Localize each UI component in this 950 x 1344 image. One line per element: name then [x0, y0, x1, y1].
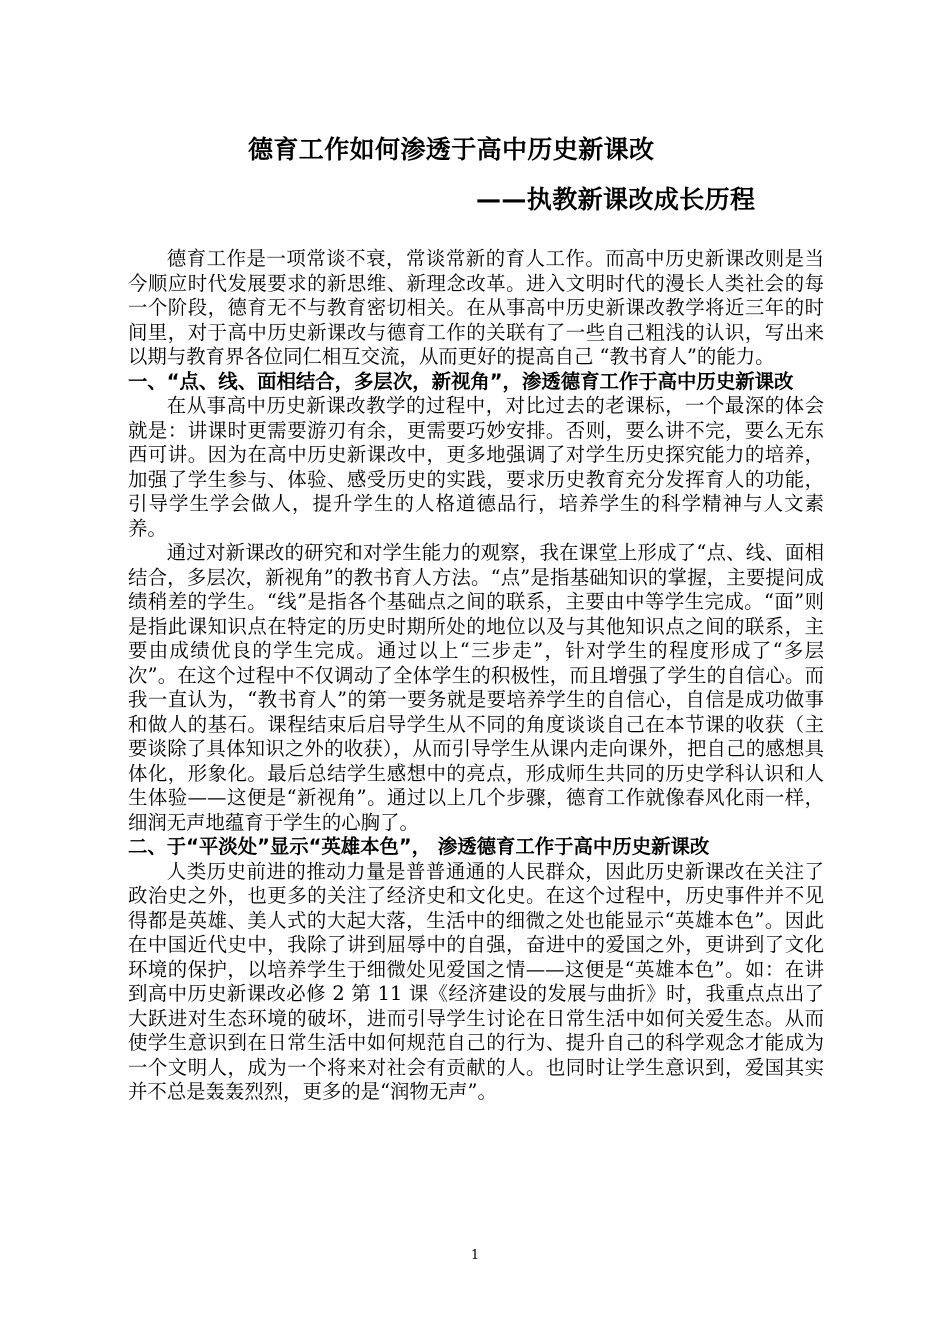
section-1-heading: 一、“点、线、面相结合，多层次，新视角”，渗透德育工作于高中历史新课改 — [128, 369, 794, 393]
intro-paragraph: 德育工作是一项常谈不衰，常谈常新的育人工作。而高中历史新课改则是当今顺应时代发展要求的新思维、新理念改革。进入文明时代的漫长人类社会的每一个阶段，德育无不与教育密切相关。在从事高中历史新课改教学将近三年的时间里，对于高中历史新课改与德育工作的关联有了一些自己粗浅的认识，写出来以期与教育界各位同仁相互交流，从而更好的提高自己 “教书育人”的能力。 — [128, 247, 824, 368]
document-title: 德育工作如何渗透于高中历史新课改 — [248, 135, 655, 164]
document-body — [128, 247, 824, 1105]
section-1-paragraph-2: 通过对新课改的研究和对学生能力的观察，我在课堂上形成了“点、线、面相结合，多层次，新视角”的教书育人方法。“点”是指基础知识的掌握，主要提问成绩稍差的学生。“线”是指各个基础点之间的联系，主要由中等学生完成。“面”则是指此课知识点在特定的历史时期所处的地位以及与其他知识点之间的联系，主要由成绩优良的学生完成。通过以上“三步走”，针对学生的程度形成了“多层次”。在这个过程中不仅调动了全体学生的积极性，而且增强了学生的自信心。而我一直认为，“教书育人”的第一要务就是要培养学生的自信心，自信是成功做事和做人的基石。课程结束后启导学生从不同的角度谈谈自己在本节课的收获（主要谈除了具体知识之外的收获），从而引导学生从课内走向课外，把自己的感想具体化，形象化。最后总结学生感想中的亮点，形成师生共同的历史学科认识和人生体验——这便是“新视角”。通过以上几个步骤，德育工作就像春风化雨一样，细润无声地蕴育于学生的心胸了。 — [128, 541, 824, 834]
section-2-heading: 二、于“平淡处”显示“英雄本色”， 渗透德育工作于高中历史新课改 — [128, 835, 710, 858]
page-number: 1 — [470, 1248, 480, 1263]
section-2-paragraph-1: 人类历史前进的推动力量是普普通通的人民群众，因此历史新课改在关注了政治史之外，也更多的关注了经济史和文化史。在这个过程中，历史事件并不见得都是英雄、美人式的大起大落，生活中的细微之处也能显示“英雄本色”。因此在中国近代史中，我除了讲到屈辱中的自强，奋进中的爱国之外，更讲到了文化环境的保护，以培养学生于细微处见爱国之情——这便是“英雄本色”。如：在讲到高中历史新课改必修 2 第 11 课《经济建设的发展与曲折》时，我重点点出了大跃进对生态环境的破坏，进而引导学生讨论在日常生活中如何关爱生态。从而使学生意识到在日常生活中如何规范自己的行为、提升自己的科学观念才能成为一个文明人，成为一个将来对社会有贡献的人。也同时让学生意识到，爱国其实并不总是轰轰烈烈，更多的是“润物无声”。 — [128, 859, 824, 1103]
section-1-paragraph-1: 在从事高中历史新课改教学的过程中，对比过去的老课标，一个最深的体会就是：讲课时更需要游刃有余，更需要巧妙安排。否则，要么讲不完，要么无东西可讲。因为在高中历史新课改中，更多地强调了对学生历史探究能力的培养，加强了学生参与、体验、感受历史的实践，要求历史教育充分发挥育人的功能，引导学生学会做人，提升学生的人格道德品行，培养学生的科学精神与人文素养。 — [128, 394, 824, 540]
document-subtitle: ——执教新课改成长历程 — [476, 185, 756, 214]
